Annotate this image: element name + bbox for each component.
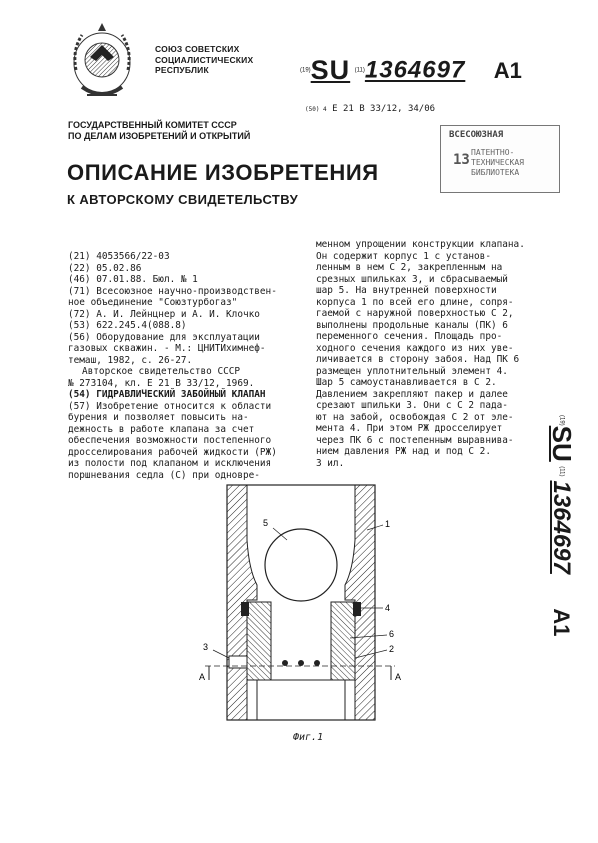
seat-left [247, 602, 271, 680]
kind-code: A1 [493, 57, 522, 83]
label-3: 3 [203, 642, 209, 652]
biblio-line: № 273104, кл. Е 21 В 33/12, 1969. [68, 377, 255, 389]
right-column [316, 239, 525, 469]
abstract-line: поршневания седла (С) при одновре- [68, 469, 260, 481]
country-code-label: (19) [300, 67, 311, 74]
biblio-line: темаш, 1982, с. 26-27. [68, 354, 193, 366]
ipc-code-label: (50) 4 [305, 106, 327, 113]
abstract-line: из полости под клапаном и исключения [68, 458, 272, 469]
abstract-line: дежность в работе клапана за счет [68, 423, 255, 435]
side-patent-number: 1364697 [548, 480, 576, 574]
number-code-label: (11) [354, 67, 365, 74]
abstract-line: ленным в нем С 2, закрепленным на [316, 262, 503, 273]
abstract-line: Шар 5 самоустанавливается в С 2. [316, 377, 497, 388]
abstract-line: срезных шпильках 3, и сбрасываемый [316, 273, 508, 285]
label-a-left: А [199, 672, 206, 682]
abstract-line: через ПК 6 с постепенным выравнива- [316, 434, 514, 446]
side-number-code-label: (11) [558, 466, 565, 477]
abstract-line: срезают шпильки 3. Они с С 2 пада- [316, 400, 508, 411]
country-name [155, 44, 253, 76]
ball [265, 529, 337, 601]
seal-left [241, 602, 249, 616]
abstract-line: (57) Изобретение относится к области [68, 400, 272, 412]
label-a-right: А [395, 672, 402, 682]
label-5: 5 [263, 518, 269, 528]
side-publication-number [537, 415, 577, 695]
figure-caption: Фиг.1 [293, 732, 324, 743]
abstract-line: личивается в сторону забоя. Над ПК 6 [316, 354, 520, 365]
biblio-line: ное объединение "Союзтурбогаз" [68, 297, 238, 308]
abstract-line: ходного сечения каждого из них уве- [316, 342, 514, 354]
abstract-line: 3 ил. [316, 457, 345, 469]
side-kind-code: A1 [549, 608, 575, 637]
seal-right [353, 602, 361, 616]
side-country-code-label: (19) [558, 415, 565, 426]
biblio-line: (53) 622.245.4(088.8) [68, 320, 187, 331]
stamp-text-2: 13 [453, 152, 470, 168]
biblio-line: (72) А. И. Лейнцнер и А. И. Клочко [68, 308, 260, 320]
left-column [68, 251, 277, 481]
document-subtitle: К АВТОРСКОМУ СВИДЕТЕЛЬСТВУ [67, 192, 299, 207]
abstract-line: выполнены продольные каналы (ПК) 6 [316, 319, 508, 331]
library-stamp [440, 125, 560, 193]
abstract-line: менном упрощении конструкции клапана. [316, 239, 525, 250]
abstract-line: размещен уплотнительный элемент 4. [316, 365, 508, 377]
document-title: ОПИСАНИЕ ИЗОБРЕТЕНИЯ [67, 160, 379, 185]
gov-line-2: ПО ДЕЛАМ ИЗОБРЕТЕНИЙ И ОТКРЫТИЙ [68, 131, 251, 141]
abstract-line: корпуса 1 по всей его длине, сопря- [316, 296, 514, 308]
ussr-emblem [62, 15, 142, 110]
label-6: 6 [389, 629, 395, 639]
biblio-line: (21) 4053566/22-03 [68, 251, 170, 262]
biblio-line: (56) Оборудование для эксплуатации [68, 331, 260, 343]
invention-title: (54) ГИДРАВЛИЧЕСКИЙ ЗАБОЙНЫЙ КЛАПАН [68, 389, 266, 400]
biblio-line: (71) Всесоюзное научно-производствен- [68, 285, 277, 297]
org-line-2: СОЦИАЛИСТИЧЕСКИХ [155, 54, 254, 65]
abstract-line: мента 4. При этом РЖ дросселирует [316, 423, 503, 434]
stamp-text-3: ПАТЕНТНО-ТЕХНИЧЕСКАЯ БИБЛИОТЕКА [471, 148, 524, 177]
abstract-line: гаемой с наружной поверхностью С 2, [316, 308, 514, 319]
biblio-line: (22) 05.02.86 [68, 262, 142, 274]
label-4: 4 [385, 603, 391, 613]
abstract-line: бурения и позволяет повысить на- [68, 412, 249, 423]
valve-drawing [195, 480, 420, 748]
abstract-line: нием давления РЖ над и под С 2. [316, 446, 491, 457]
gov-line-1: ГОСУДАРСТВЕННЫЙ КОМИТЕТ СССР [68, 120, 237, 130]
biblio-line: (46) 07.01.88. Бюл. № 1 [68, 274, 198, 285]
abstract-line: Давлением закрепляют пакер и далее [316, 388, 508, 400]
abstract-line: переменного сечения. Площадь про- [316, 331, 503, 342]
patent-number: 1364697 [364, 56, 466, 84]
biblio-line: газовых скважин. - М.: ЦНИТИхимнеф- [68, 343, 266, 354]
country-code: SU [310, 55, 351, 85]
abstract-line: шар 5. На внутренней поверхности [316, 285, 497, 296]
label-1: 1 [385, 519, 391, 529]
org-line-3: РЕСПУБЛИК [155, 65, 209, 75]
abstract-line: ют на забой, освобождая С 2 от эле- [316, 411, 514, 423]
org-line-1: СОЮЗ СОВЕТСКИХ [155, 44, 240, 54]
biblio-line: Авторское свидетельство СССР [82, 366, 241, 377]
ipc-classification [305, 104, 435, 114]
abstract-line: Он содержит корпус 1 с установ- [316, 250, 491, 262]
label-2: 2 [389, 644, 395, 654]
seat-right [331, 602, 355, 680]
abstract-line: обеспечения возможности постепенного [68, 435, 272, 446]
ipc-value: Е 21 В 33/12, 34/06 [332, 104, 436, 114]
abstract-line: дросселирования рабочей жидкости (РЖ) [68, 446, 277, 458]
publication-number [300, 55, 522, 86]
state-committee [68, 120, 250, 142]
stamp-text-1: ВСЕСОЮЗНАЯ [449, 130, 504, 140]
side-country-code: SU [547, 425, 577, 462]
